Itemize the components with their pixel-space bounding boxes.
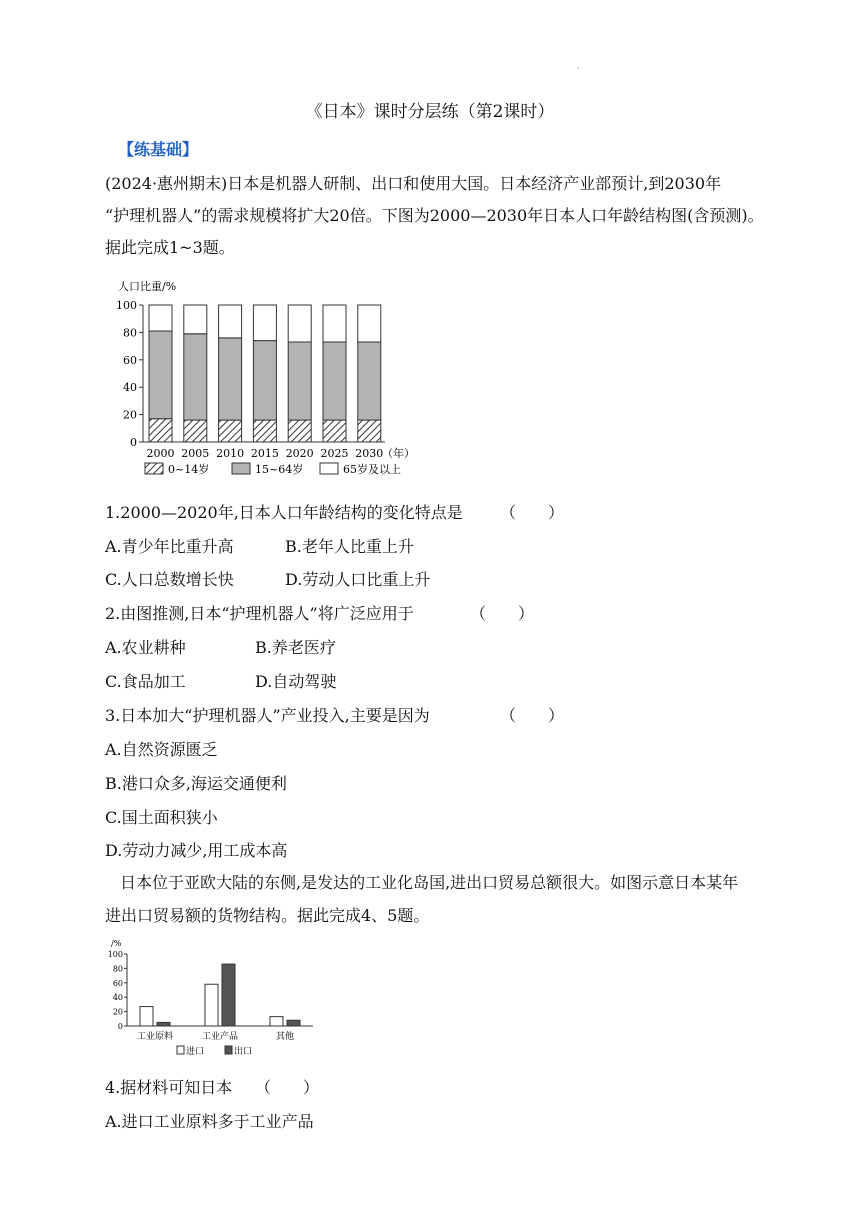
chart2-xtick-label: 工业原料 <box>136 1032 174 1042</box>
chart1-bar-2030-s2 <box>358 305 381 342</box>
chart1-bar-2015-s2 <box>253 305 276 341</box>
chart1-bar-2015-s1 <box>253 341 276 420</box>
chart1-ytick-label: 40 <box>123 381 137 395</box>
chart1-xtick-label: 2025 <box>320 447 349 460</box>
chart2-bar-其他-进口 <box>270 1017 283 1026</box>
intro2-line1: 日本位于亚欧大陆的东侧,是发达的工业化岛国,进出口贸易总额很大。如图示意日本某年 <box>120 873 739 892</box>
question-4-stem: 4.据材料可知日本 <box>105 1078 233 1097</box>
chart1-ytick-label: 80 <box>123 326 137 340</box>
question-2-option-d: D.自动驾驶 <box>255 672 337 691</box>
chart2-ytick-label: 100 <box>107 950 123 959</box>
chart1-bar-2010-s0 <box>219 420 242 442</box>
question-1-option-a: A.青少年比重升高 <box>105 537 234 556</box>
chart2-bar-其他-出口 <box>287 1020 300 1026</box>
chart1-ylabel: 人口比重/% <box>118 280 177 293</box>
question-3-option-b: B.港口众多,海运交通便利 <box>105 774 287 793</box>
header-dot: · <box>577 64 580 73</box>
chart1-ytick-label: 0 <box>130 436 137 449</box>
chart2-xtick-label: 工业产品 <box>201 1032 239 1042</box>
chart2-bar-工业产品-进口 <box>205 984 218 1026</box>
chart1-ytick-label: 60 <box>123 353 137 367</box>
question-1-option-c: C.人口总数增长快 <box>105 570 234 589</box>
intro1-line1: (2024·惠州期末)日本是机器人研制、出口和使用大国。日本经济产业部预计,到2030年 <box>105 174 722 193</box>
chart2-ytick-label: 20 <box>112 1007 123 1017</box>
chart1-xlabel: （年） <box>382 447 415 460</box>
chart1-bar-2030-s1 <box>358 342 381 420</box>
chart2-ytick-label: 40 <box>112 993 123 1003</box>
question-2-option-b: B.养老医疗 <box>255 638 336 657</box>
section-label: 【练基础】 <box>118 140 199 159</box>
chart1-bar-2000-s2 <box>149 305 172 331</box>
chart2-ytick-label: 0 <box>117 1022 123 1031</box>
question-2-option-c: C.食品加工 <box>105 672 186 691</box>
chart2-bar-工业产品-出口 <box>222 964 235 1026</box>
chart1-legend-swatch <box>320 463 338 474</box>
chart1-bar-2010-s1 <box>219 338 242 420</box>
chart1-legend-label: 0~14岁 <box>168 463 210 476</box>
chart1-bar-2000-s0 <box>149 419 172 442</box>
chart1-xtick-label: 2005 <box>181 447 210 460</box>
chart1-bar-2000-s1 <box>149 331 172 419</box>
question-3-option-c: C.国土面积狭小 <box>105 808 218 827</box>
chart2-xtick-label: 其他 <box>275 1032 295 1042</box>
chart1-bar-2030-s0 <box>358 420 381 442</box>
chart1-xtick-label: 2015 <box>250 447 279 460</box>
question-2-bracket: （ ） <box>470 604 535 623</box>
chart2-ytick-label: 80 <box>112 964 123 974</box>
page-title: 《日本》课时分层练（第2课时） <box>305 102 555 122</box>
chart2-legend-swatch <box>225 1046 232 1054</box>
chart1-bar-2025-s1 <box>323 342 346 420</box>
question-1-option-d: D.劳动人口比重上升 <box>285 570 431 589</box>
question-4-bracket: （ ） <box>255 1078 320 1097</box>
chart1-bar-2005-s0 <box>184 420 207 442</box>
chart1-xtick-label: 2010 <box>216 447 245 460</box>
chart1-bar-2005-s1 <box>184 334 207 420</box>
question-3-bracket: （ ） <box>500 706 565 725</box>
chart1-bar-2025-s0 <box>323 420 346 442</box>
chart1-xtick-label: 2000 <box>146 447 175 460</box>
chart2-ylabel: /% <box>111 939 122 948</box>
question-3-option-a: A.自然资源匮乏 <box>105 740 218 759</box>
chart2-legend-label: 进口 <box>186 1047 205 1057</box>
chart2-ytick-label: 60 <box>112 978 123 988</box>
chart1-xtick-label: 2020 <box>285 447 314 460</box>
question-2-option-a: A.农业耕种 <box>105 638 186 657</box>
chart2-legend-label: 出口 <box>234 1047 253 1057</box>
chart1-bar-2025-s2 <box>323 305 346 342</box>
chart1-ytick-label: 20 <box>123 408 137 422</box>
question-1-option-b: B.老年人比重上升 <box>285 537 414 556</box>
chart2-bar-工业原料-出口 <box>157 1022 170 1026</box>
chart1-legend-swatch <box>145 463 163 474</box>
chart1-legend-swatch <box>232 463 250 474</box>
chart1-bar-2020-s0 <box>288 420 311 442</box>
chart2-bar-工业原料-进口 <box>140 1007 153 1026</box>
chart1-bar-2020-s2 <box>288 305 311 342</box>
question-2-stem: 2.由图推测,日本“护理机器人”将广泛应用于 <box>105 604 414 623</box>
question-4-option-a: A.进口工业原料多于工业产品 <box>105 1112 314 1131</box>
intro1-line3: 据此完成1~3题。 <box>105 238 235 257</box>
question-3-option-d: D.劳动力减少,用工成本高 <box>105 841 288 860</box>
chart1-bar-2015-s0 <box>253 420 276 442</box>
chart1-legend-label: 65岁及以上 <box>343 463 401 476</box>
chart1-legend-label: 15~64岁 <box>255 463 304 476</box>
trade-structure-chart <box>105 938 325 1063</box>
intro2-line2: 进出口贸易额的货物结构。据此完成4、5题。 <box>105 906 430 925</box>
chart1-bar-2010-s2 <box>219 305 242 338</box>
question-1-bracket: （ ） <box>500 503 565 522</box>
question-3-stem: 3.日本加大“护理机器人”产业投入,主要是因为 <box>105 706 430 725</box>
intro1-line2: “护理机器人”的需求规模将扩大20倍。下图为2000—2030年日本人口年龄结构图(含预测)。 <box>105 206 764 225</box>
chart1-xtick-label: 2030 <box>355 447 384 460</box>
chart1-bar-2005-s2 <box>184 305 207 334</box>
chart1-ytick-label: 100 <box>116 299 137 312</box>
population-structure-chart <box>110 276 440 486</box>
chart2-legend-swatch <box>177 1046 184 1054</box>
question-1-stem: 1.2000—2020年,日本人口年龄结构的变化特点是 <box>105 503 463 522</box>
chart1-bar-2020-s1 <box>288 342 311 420</box>
